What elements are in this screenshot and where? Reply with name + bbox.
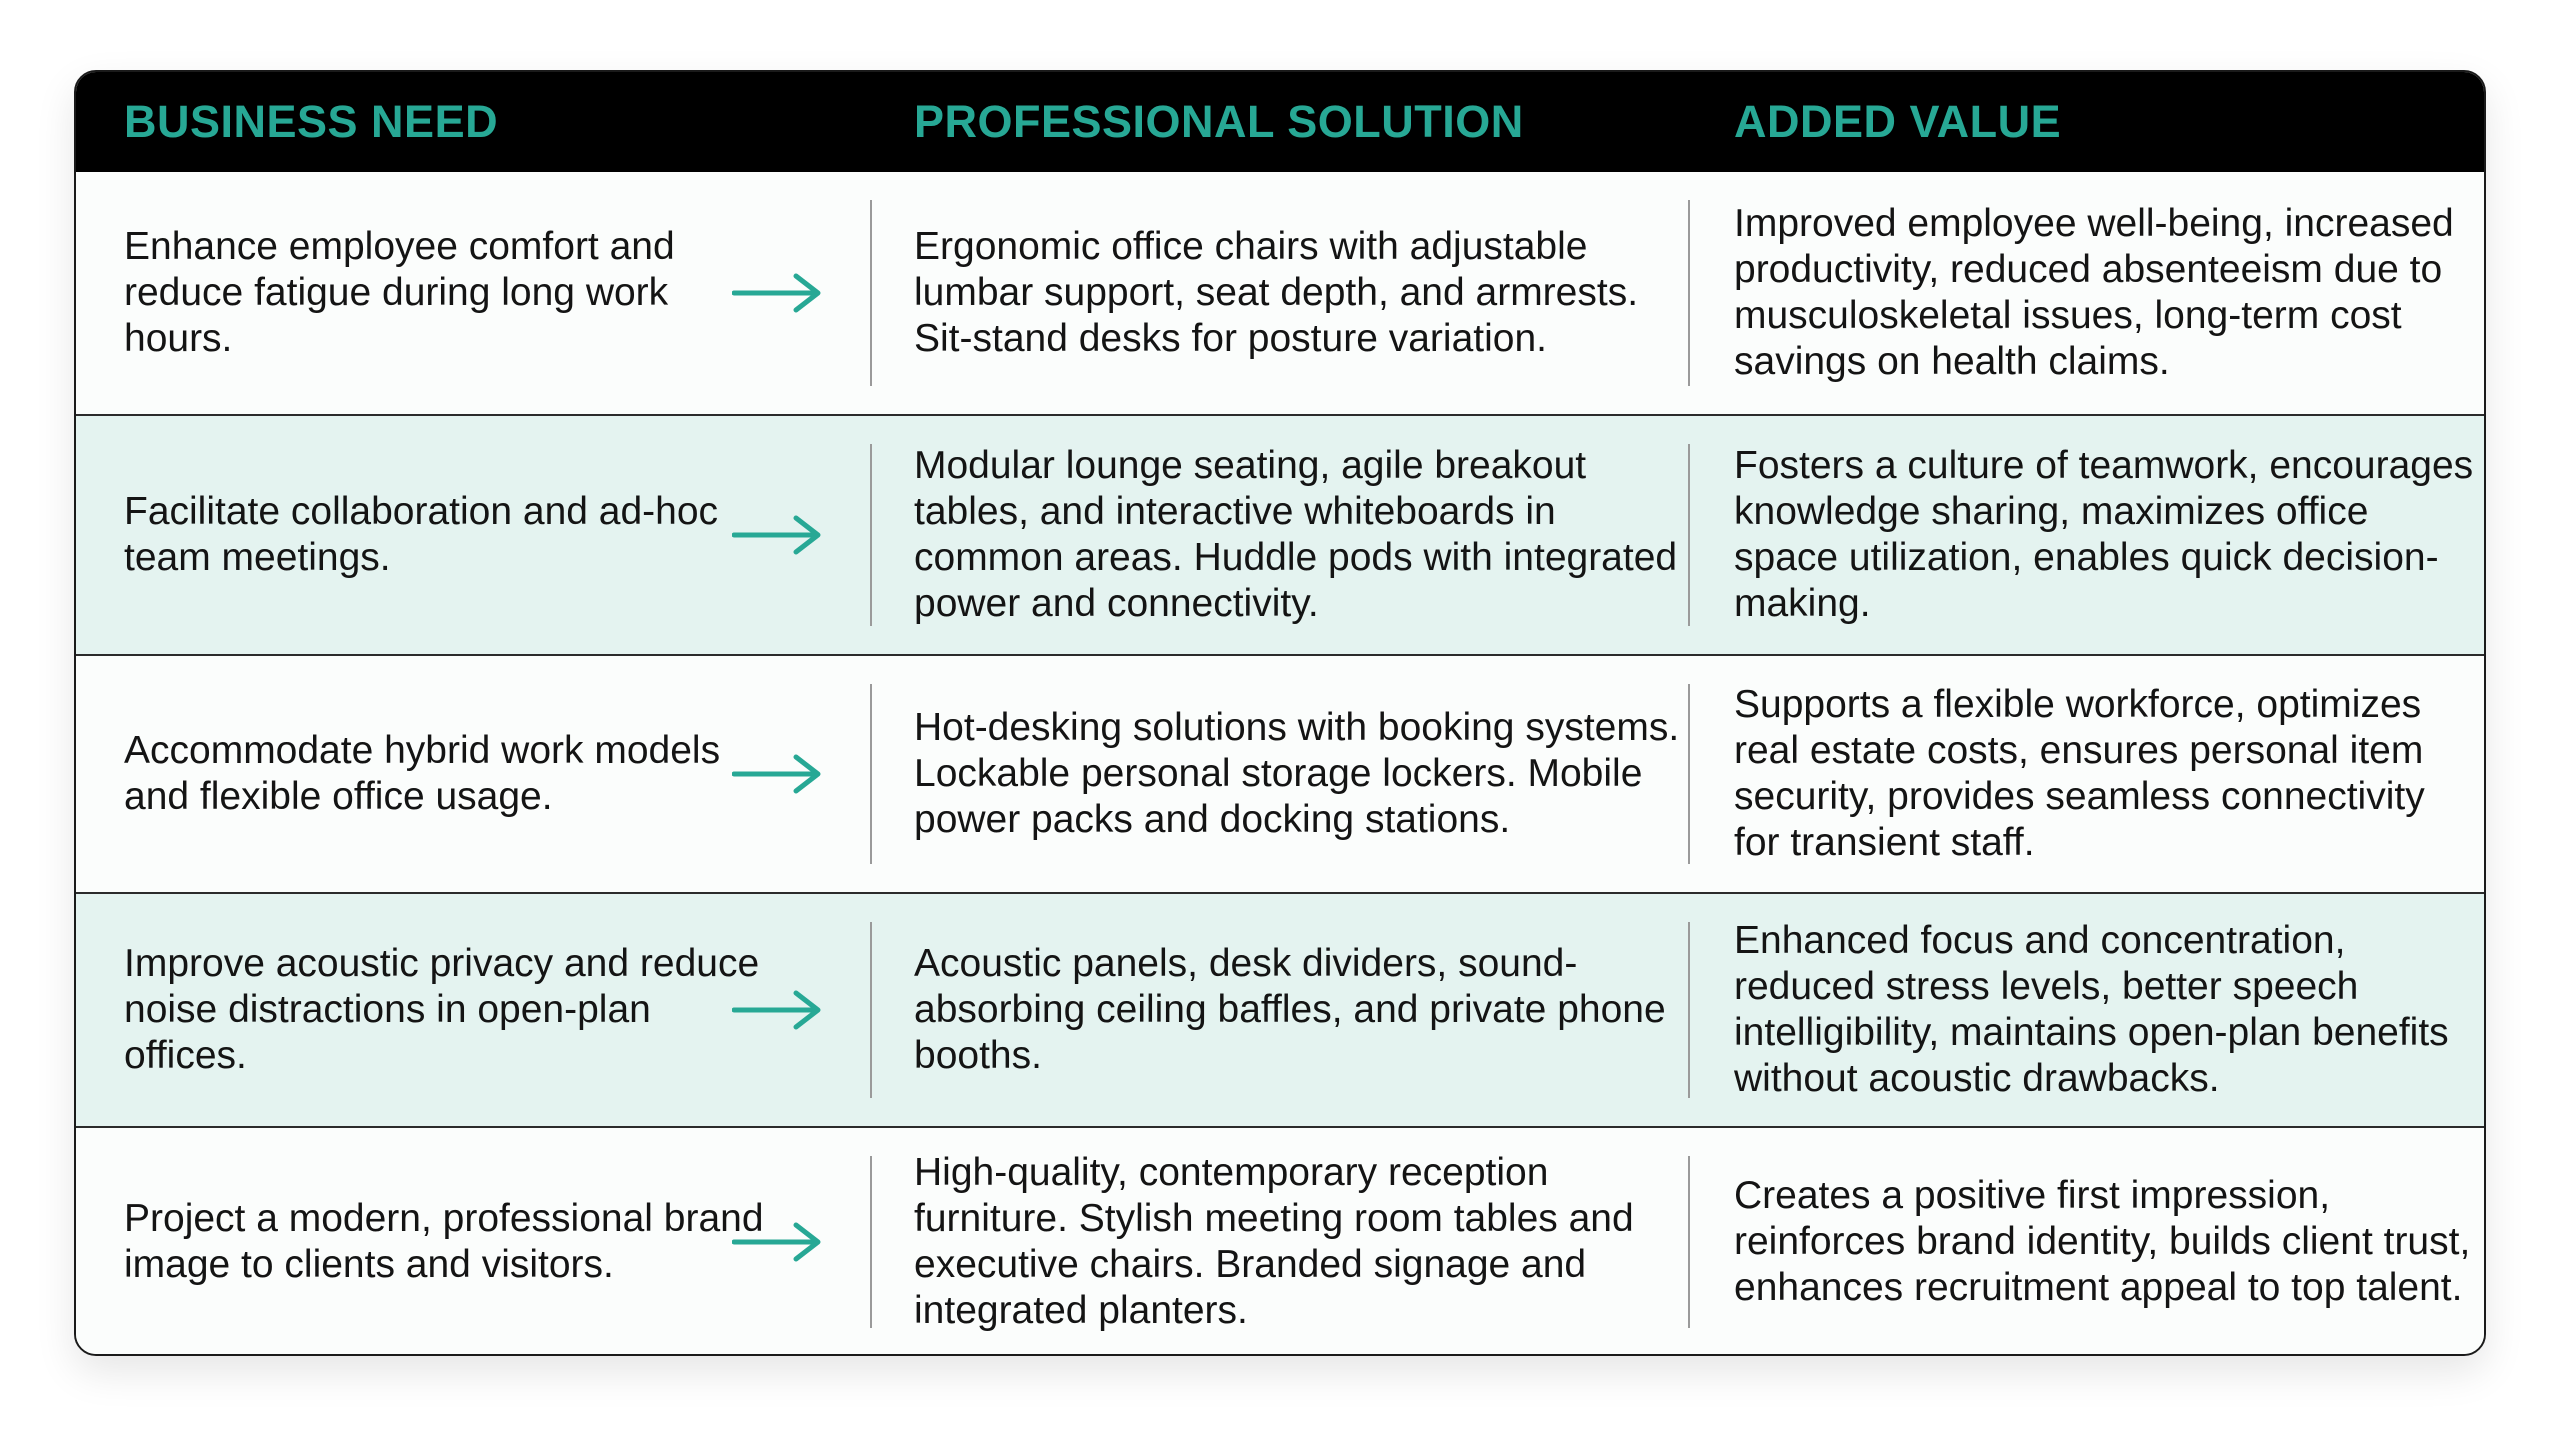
professional-solution-cell: Modular lounge seating, agile breakout tables, and interactive whiteboards in common areas. Huddle pods with integrated power and connectivity. (914, 444, 1678, 625)
column-divider (870, 1156, 872, 1328)
added-value-cell: Enhanced focus and concentration, reduced stress levels, better speech intelligibility, maintains open-plan benefits without acoustic drawbacks. (1734, 919, 2449, 1100)
business-need-cell: Project a modern, professional brand image to clients and visitors. (124, 1197, 764, 1286)
professional-solution-cell: High-quality, contemporary reception furniture. Stylish meeting room tables and executive chairs. Branded signage and integrated planters. (914, 1151, 1634, 1332)
professional-solution-cell: Acoustic panels, desk dividers, sound-absorbing ceiling baffles, and private phone booths. (914, 942, 1666, 1077)
professional-solution-cell: Ergonomic office chairs with adjustable lumbar support, seat depth, and armrests. Sit-stand desks for posture variation. (914, 225, 1639, 360)
professional-solution-cell: Hot-desking solutions with booking systems. Lockable personal storage lockers. Mobile power packs and docking stations. (914, 706, 1680, 841)
business-need-cell: Enhance employee comfort and reduce fatigue during long work hours. (124, 225, 675, 360)
column-divider (870, 922, 872, 1098)
business-need-cell: Facilitate collaboration and ad-hoc team meetings. (124, 490, 719, 579)
column-divider (1688, 1156, 1690, 1328)
arrow-right-icon (732, 990, 822, 1030)
added-value-cell: Fosters a culture of teamwork, encourages knowledge sharing, maximizes office space utilization, enables quick decision-making. (1734, 444, 2474, 625)
table-row (76, 892, 2484, 1126)
added-value-cell: Supports a flexible workforce, optimizes real estate costs, ensures personal item security, provides seamless connectivity for transient staff. (1734, 683, 2425, 864)
header-added-value: ADDED VALUE (1734, 96, 2062, 147)
column-divider (870, 444, 872, 626)
added-value-cell: Creates a positive first impression, reinforces brand identity, builds client trust, enhances recruitment appeal to top talent. (1734, 1174, 2471, 1309)
column-divider (1688, 684, 1690, 864)
table-row (76, 1126, 2484, 1356)
added-value-cell: Improved employee well-being, increased productivity, reduced absenteeism due to musculoskeletal issues, long-term cost savings on health claims. (1734, 202, 2454, 383)
business-need-cell: Accommodate hybrid work models and flexible office usage. (124, 729, 721, 818)
column-divider (870, 200, 872, 386)
table-row (76, 654, 2484, 892)
column-divider (1688, 200, 1690, 386)
table-header (76, 72, 2484, 172)
column-divider (1688, 922, 1690, 1098)
header-business-need: BUSINESS NEED (124, 96, 499, 147)
arrow-right-icon (732, 1222, 822, 1262)
table-row (76, 414, 2484, 654)
arrow-right-icon (732, 273, 822, 313)
comparison-table (74, 70, 2486, 1356)
arrow-right-icon (732, 754, 822, 794)
arrow-right-icon (732, 515, 822, 555)
column-divider (1688, 444, 1690, 626)
business-need-cell: Improve acoustic privacy and reduce noise distractions in open-plan offices. (124, 942, 760, 1077)
column-divider (870, 684, 872, 864)
table-row (76, 172, 2484, 414)
header-professional-solution: PROFESSIONAL SOLUTION (914, 96, 1524, 147)
